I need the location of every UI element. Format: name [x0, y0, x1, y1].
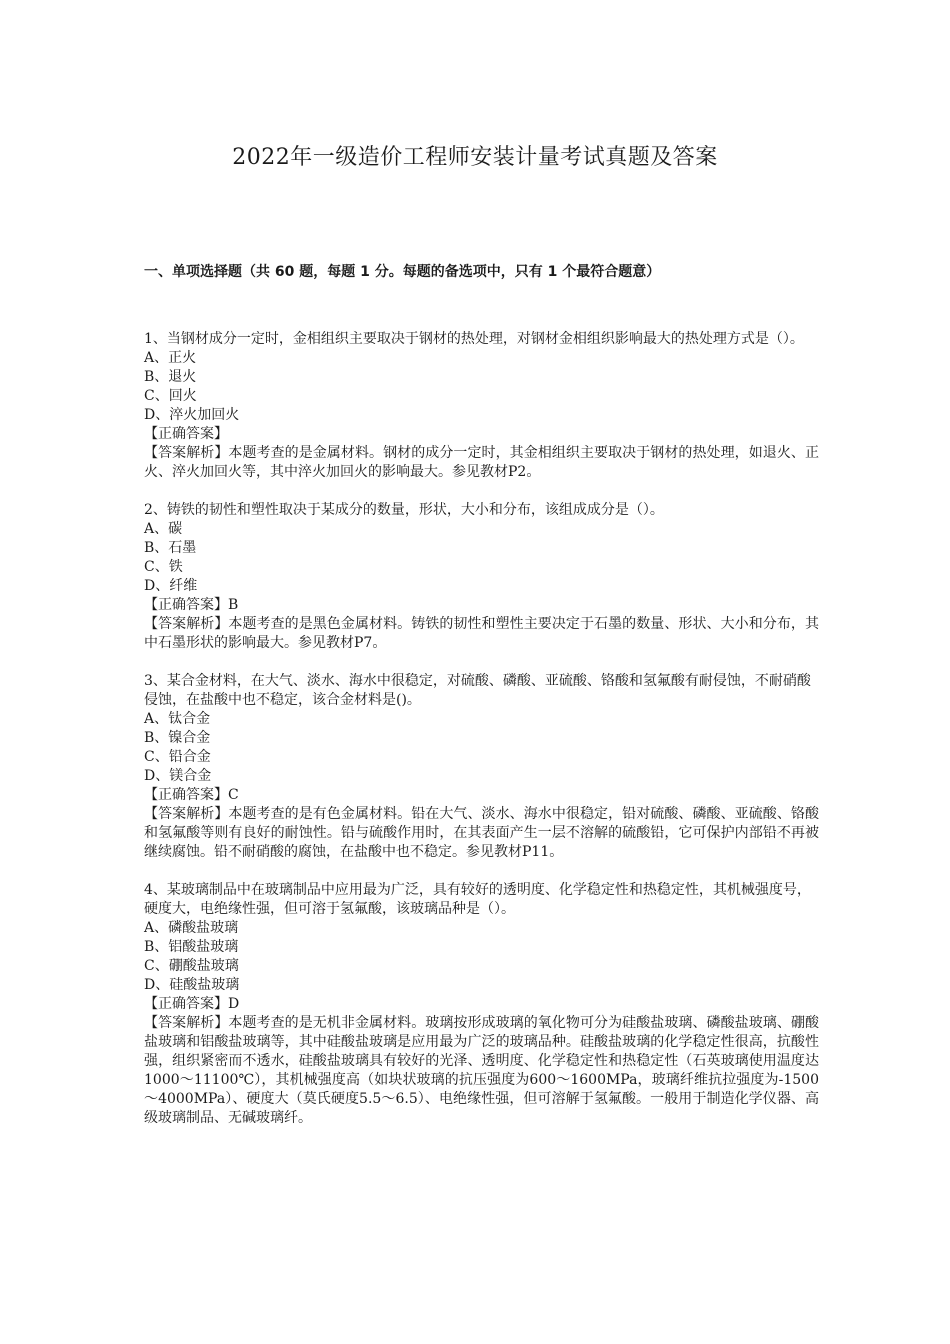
option-c: C、铅合金 [144, 749, 211, 765]
question-item [144, 330, 819, 482]
option-c: C、回火 [144, 388, 197, 404]
answer-analysis: 【答案解析】本题考查的是有色金属材料。铅在大气、淡水、海水中很稳定，铅对硫酸、磷酸、亚硫酸、铬酸和氢氟酸等则有良好的耐蚀性。铅与硫酸作用时，在其表面产生一层不溶解的硫酸铅，它可保护内部铅不再被继续腐蚀。铅不耐硝酸的腐蚀，在盐酸中也不稳定。参见教材P11。 [144, 806, 819, 860]
option-d: D、硅酸盐玻璃 [144, 977, 240, 993]
option-b: B、铝酸盐玻璃 [144, 939, 239, 955]
question-stem: 3、某合金材料，在大气、淡水、海水中很稳定，对硫酸、磷酸、亚硫酸、铬酸和氢氟酸有耐侵蚀，不耐硝酸侵蚀，在盐酸中也不稳定，该合金材料是()。 [144, 673, 811, 708]
question-stem: 2、铸铁的韧性和塑性取决于某成分的数量，形状，大小和分布，该组成成分是（）。 [144, 502, 664, 518]
correct-answer: 【正确答案】D [144, 996, 240, 1012]
option-a: A、磷酸盐玻璃 [144, 920, 239, 936]
option-b: B、镍合金 [144, 730, 211, 746]
option-b: B、退火 [144, 369, 197, 385]
section-heading: 一、单项选择题（共 60 题，每题 1 分。每题的备选项中，只有 1 个最符合题意） [144, 264, 661, 280]
document-title: 2022年一级造价工程师安装计量考试真题及答案 [232, 145, 718, 170]
question-item [144, 672, 819, 862]
answer-analysis: 【答案解析】本题考查的是黑色金属材料。铸铁的韧性和塑性主要决定于石墨的数量、形状、大小和分布，其中石墨形状的影响最大。参见教材P7。 [144, 616, 819, 651]
option-a: A、碳 [144, 521, 183, 537]
correct-answer: 【正确答案】 [144, 426, 228, 442]
answer-analysis: 【答案解析】本题考查的是金属材料。钢材的成分一定时，其金相组织主要取决于钢材的热处理，如退火、正火、淬火加回火等，其中淬火加回火的影响最大。参见教材P2。 [144, 445, 819, 480]
option-d: D、镁合金 [144, 768, 212, 784]
option-b: B、石墨 [144, 540, 197, 556]
option-d: D、纤维 [144, 578, 198, 594]
question-stem: 4、某玻璃制品中在玻璃制品中应用最为广泛，具有较好的透明度、化学稳定性和热稳定性，其机械强度号，硬度大，电绝缘性强，但可溶于氢氟酸，该玻璃品种是（）。 [144, 882, 811, 917]
question-item [144, 501, 819, 653]
question-item [144, 881, 819, 1128]
correct-answer: 【正确答案】C [144, 787, 239, 803]
option-a: A、正火 [144, 350, 197, 366]
question-list [144, 330, 819, 1147]
option-c: C、硼酸盐玻璃 [144, 958, 239, 974]
correct-answer: 【正确答案】B [144, 597, 239, 613]
option-d: D、淬火加回火 [144, 407, 240, 423]
option-c: C、铁 [144, 559, 183, 575]
option-a: A、钛合金 [144, 711, 211, 727]
answer-analysis: 【答案解析】本题考查的是无机非金属材料。玻璃按形成玻璃的氧化物可分为硅酸盐玻璃、磷酸盐玻璃、硼酸盐玻璃和铝酸盐玻璃等，其中硅酸盐玻璃是应用最为广泛的玻璃品种。硅酸盐玻璃的化学稳定性很高，抗酸性强，组织紧密而不透水，硅酸盐玻璃具有较好的光泽、透明度、化学稳定性和热稳定性（石英玻璃使用温度达1000～11100℃），其机械强度高（如块状玻璃的抗压强度为600～1600MPa，玻璃纤维抗拉强度为-1500～4000MPa）、硬度大（莫氏硬度5.5～6.5）、电绝缘性强，但可溶解于氢氟酸。一般用于制造化学仪器、高级玻璃制品、无碱玻璃纤。 [144, 1015, 819, 1126]
question-stem: 1、当钢材成分一定时，金相组织主要取决于钢材的热处理，对钢材金相组织影响最大的热处理方式是（）。 [144, 331, 804, 347]
